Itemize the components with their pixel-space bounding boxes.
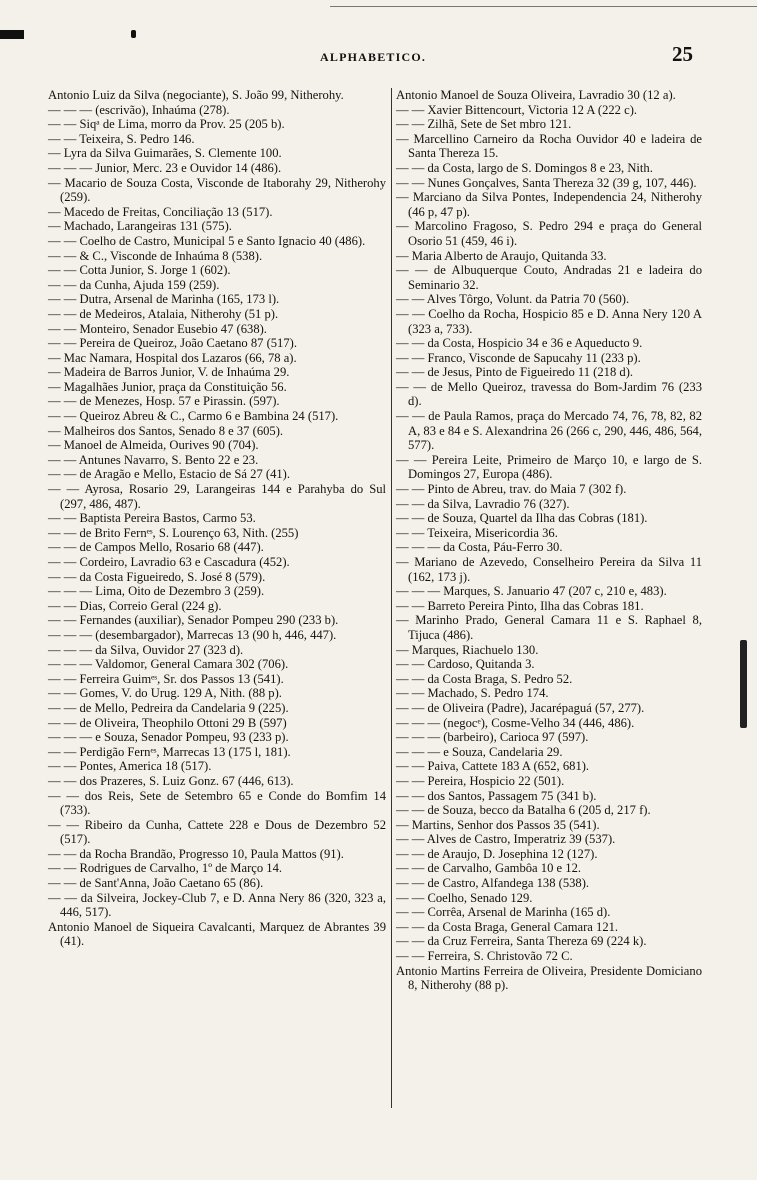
directory-entry: — — — da Costa, Páu-Ferro 30. xyxy=(396,540,563,555)
directory-entry: — — Dias, Correio Geral (224 g). xyxy=(48,598,222,613)
directory-entry: — — — Junior, Merc. 23 e Ouvidor 14 (486). xyxy=(48,160,282,175)
directory-entry: — — de Araujo, D. Josephina 12 (127). xyxy=(396,846,598,861)
directory-entry: — — da Silva, Lavradio 76 (327). xyxy=(396,496,570,511)
directory-entry: — — Pinto de Abreu, trav. do Maia 7 (302 f). xyxy=(396,482,627,497)
directory-entry: — — de Mello Queiroz, travessa do Bom-Jardim 76 (233 d). xyxy=(396,379,702,409)
directory-entry: Antonio Manoel de Souza Oliveira, Lavradio 30 (12 a). xyxy=(396,88,676,102)
directory-entry: — — Baptista Pereira Bastos, Carmo 53. xyxy=(48,511,256,526)
directory-entry: — — Xavier Bittencourt, Victoria 12 A (222 c). xyxy=(396,102,638,117)
directory-entry: — — — Marques, S. Januario 47 (207 c, 210 e, 483). xyxy=(396,584,667,599)
directory-entry: — — — (desembargador), Marrecas 13 (90 h, 446, 447). xyxy=(48,627,337,642)
directory-entry: — — Alves de Castro, Imperatriz 39 (537). xyxy=(396,832,616,847)
directory-entry: — Marques, Riachuelo 130. xyxy=(396,642,539,657)
directory-entry: — — Ferreira Guimᵉˢ, Sr. dos Passos 13 (541). xyxy=(48,671,284,686)
directory-entry: — — — Valdomor, General Camara 302 (706). xyxy=(48,657,289,672)
page-number: 25 xyxy=(672,42,693,66)
registration-dot xyxy=(131,30,136,38)
right-column xyxy=(396,88,702,993)
directory-entry: — — Ribeiro da Cunha, Cattete 228 e Dous de Dezembro 52 (517). xyxy=(48,817,386,847)
directory-entry: — — Zilhã, Sete de Set mbro 121. xyxy=(396,117,572,132)
directory-entry: — — Corrêa, Arsenal de Marinha (165 d). xyxy=(396,905,611,920)
directory-entry: — — Rodrigues de Carvalho, 1º de Março 14. xyxy=(48,861,283,876)
directory-entry: — — de Menezes, Hosp. 57 e Pirassin. (597). xyxy=(48,394,280,409)
directory-entry: — Mariano de Azevedo, Conselheiro Pereira da Silva 11 (162, 173 j). xyxy=(396,555,702,584)
directory-entry: — Lyra da Silva Guimarães, S. Clemente 100. xyxy=(48,146,282,161)
directory-entry: — — de Souza, Quartel da Ilha das Cobras (181). xyxy=(396,511,648,526)
directory-entry: Antonio Luiz da Silva (negociante), S. João 99, Nitherohy. xyxy=(48,88,344,102)
directory-entry: — — de Paula Ramos, praça do Mercado 74, 76, 78, 82, 82 A, 83 e 84 e S. Alexandrina 26 (266 c, 290, 446, 486, 564, 577). xyxy=(396,409,702,453)
directory-entry: — — Coelho, Senado 129. xyxy=(396,890,533,905)
directory-entry: — Manoel de Almeida, Ourives 90 (704). xyxy=(48,438,259,453)
directory-entry: — — de Albuquerque Couto, Andradas 21 e ladeira do Seminario 32. xyxy=(396,263,702,292)
directory-entry: — — Teixeira, S. Pedro 146. xyxy=(48,131,195,146)
directory-entry: — — de Jesus, Pinto de Figueiredo 11 (218 d). xyxy=(396,365,634,380)
directory-entry: — — — Lima, Oito de Dezembro 3 (259). xyxy=(48,584,265,599)
directory-entry: — — da Costa, largo de S. Domingos 8 e 23, Nith. xyxy=(396,160,653,175)
directory-entry: — — Monteiro, Senador Eusebio 47 (638). xyxy=(48,321,267,336)
directory-entry: — — Pereira, Hospicio 22 (501). xyxy=(396,773,565,788)
directory-entry: — — Siqᵃ de Lima, morro da Prov. 25 (205 b). xyxy=(48,117,285,132)
registration-mark xyxy=(0,30,24,39)
directory-entry: — — — (barbeiro), Carioca 97 (597). xyxy=(396,730,589,745)
directory-entry: — — Pereira Leite, Primeiro de Março 10, e largo de S. Domingos 27, Europa (486). xyxy=(396,452,702,482)
directory-entry: — — de Medeiros, Atalaia, Nitherohy (51 p). xyxy=(48,306,279,321)
directory-entry: — — da Costa, Hospicio 34 e 36 e Aqueducto 9. xyxy=(396,336,643,351)
directory-entry: — — da Costa Figueiredo, S. José 8 (579). xyxy=(48,569,266,584)
left-column xyxy=(48,88,386,949)
directory-entry: — — — da Silva, Ouvidor 27 (323 d). xyxy=(48,642,244,657)
directory-entry: — — da Cruz Ferreira, Santa Thereza 69 (224 k). xyxy=(396,934,647,949)
directory-entry: — — de Aragão e Mello, Estacio de Sá 27 (41). xyxy=(48,467,291,482)
directory-entry: — — Paiva, Cattete 183 A (652, 681). xyxy=(396,759,590,774)
directory-entry: — — Fernandes (auxiliar), Senador Pompeu 290 (233 b). xyxy=(48,613,339,628)
directory-entry: — — Perdigão Fernᵉˢ, Marrecas 13 (175 l, 181). xyxy=(48,744,291,759)
directory-entry: — — dos Santos, Passagem 75 (341 b). xyxy=(396,788,597,803)
directory-entry: — — Teixeira, Misericordia 36. xyxy=(396,525,558,540)
directory-entry: — — — (negocᵉ), Cosme-Velho 34 (446, 486). xyxy=(396,715,635,730)
directory-entry: — Maria Alberto de Araujo, Quitanda 33. xyxy=(396,248,607,263)
directory-entry: — — de Souza, becco da Batalha 6 (205 d, 217 f). xyxy=(396,803,651,818)
directory-entry: — — da Costa Braga, S. Pedro 52. xyxy=(396,671,573,686)
directory-entry: — Malheiros dos Santos, Senado 8 e 37 (605). xyxy=(48,423,284,438)
directory-entry: — — da Cunha, Ajuda 159 (259). xyxy=(48,277,220,292)
directory-entry: — — Cordeiro, Lavradio 63 e Cascadura (452). xyxy=(48,555,290,569)
directory-entry: — — de Brito Fernᵉˢ, S. Lourenço 63, Nith. (255) xyxy=(48,525,299,540)
directory-entry: — — da Rocha Brandão, Progresso 10, Paula Mattos (91). xyxy=(48,846,344,861)
directory-entry: — Marcolino Fragoso, S. Pedro 294 e praça do General Osorio 51 (459, 46 i). xyxy=(396,219,702,248)
directory-entry: — — Nunes Gonçalves, Santa Thereza 32 (39 g, 107, 446). xyxy=(396,175,697,190)
directory-entry: — Macedo de Freitas, Conciliação 13 (517). xyxy=(48,204,273,219)
directory-entry: — — & C., Visconde de Inhaúma 8 (538). xyxy=(48,248,263,263)
directory-entry: — Mac Namara, Hospital dos Lazaros (66, 78 a). xyxy=(48,350,297,365)
directory-entry: — — Pereira de Queiroz, João Caetano 87 (517). xyxy=(48,336,297,351)
top-edge-rule xyxy=(330,6,757,7)
directory-entry: — — Antunes Navarro, S. Bento 22 e 23. xyxy=(48,452,259,467)
directory-entry: — — Coelho da Rocha, Hospicio 85 e D. Anna Nery 120 A (323 a, 733). xyxy=(396,306,702,336)
directory-entry: — Marinho Prado, General Camara 11 e S. Raphael 8, Tijuca (486). xyxy=(396,613,702,642)
directory-entry: — — Coelho de Castro, Municipal 5 e Santo Ignacio 40 (486). xyxy=(48,233,366,248)
directory-entry: — — de Campos Mello, Rosario 68 (447). xyxy=(48,540,264,555)
directory-entry: — — Pontes, America 18 (517). xyxy=(48,759,212,774)
directory-entry: — — da Costa Braga, General Camara 121. xyxy=(396,919,619,934)
directory-entry: — Marcellino Carneiro da Rocha Ouvidor 40 e ladeira de Santa Thereza 15. xyxy=(396,131,702,161)
directory-entry: Antonio Martins Ferreira de Oliveira, Presidente Domiciano 8, Nitherohy (88 p). xyxy=(396,963,702,993)
directory-entry: — — Ferreira, S. Christovão 72 C. xyxy=(396,949,573,964)
directory-entry: — — Cotta Junior, S. Jorge 1 (602). xyxy=(48,263,231,278)
directory-entry: — — — e Souza, Candelaria 29. xyxy=(396,744,563,759)
directory-entry: — — Gomes, V. do Urug. 129 A, Nith. (88 p). xyxy=(48,686,282,701)
running-head: ALPHABETICO. xyxy=(320,50,427,64)
directory-entry: — Magalhães Junior, praça da Constituição 56. xyxy=(48,379,287,394)
directory-entry: — — de Mello, Pedreira da Candelaria 9 (225). xyxy=(48,700,289,715)
directory-entry: — — de Castro, Alfandega 138 (538). xyxy=(396,876,590,891)
directory-entry: — — — e Souza, Senador Pompeu, 93 (233 p). xyxy=(48,730,289,745)
directory-entry: — — Alves Tôrgo, Volunt. da Patria 70 (560). xyxy=(396,292,630,307)
directory-entry: — — Barreto Pereira Pinto, Ilha das Cobras 181. xyxy=(396,598,644,613)
directory-entry: Antonio Manoel de Siqueira Cavalcanti, Marquez de Abrantes 39 (41). xyxy=(48,919,386,949)
directory-entry: — — Ayrosa, Rosario 29, Larangeiras 144 e Parahyba do Sul (297, 486, 487). xyxy=(48,482,386,511)
directory-entry: — — de Sant'Anna, João Caetano 65 (86). xyxy=(48,876,264,891)
directory-entry: — — — (escrivão), Inhaúma (278). xyxy=(48,102,230,117)
directory-entry: — Macario de Souza Costa, Visconde de Itaborahy 29, Nitherohy (259). xyxy=(48,175,386,205)
directory-entry: — Martins, Senhor dos Passos 35 (541). xyxy=(396,817,600,832)
column-divider xyxy=(391,88,392,1108)
directory-entry: — — Machado, S. Pedro 174. xyxy=(396,686,549,701)
directory-entry: — — de Oliveira, Theophilo Ottoni 29 B (597) xyxy=(48,715,287,730)
directory-entry: — — dos Prazeres, S. Luiz Gonz. 67 (446, 613). xyxy=(48,773,294,788)
directory-entry: — — de Carvalho, Gambôa 10 e 12. xyxy=(396,861,582,876)
directory-entry: — — Cardoso, Quitanda 3. xyxy=(396,657,535,672)
directory-entry: — — Franco, Visconde de Sapucahy 11 (233 p). xyxy=(396,350,641,365)
directory-entry: — Madeira de Barros Junior, V. de Inhaúma 29. xyxy=(48,365,290,380)
directory-entry: — — da Silveira, Jockey-Club 7, e D. Anna Nery 86 (320, 323 a, 446, 517). xyxy=(48,890,386,920)
directory-entry: — — dos Reis, Sete de Setembro 65 e Conde do Bomfim 14 (733). xyxy=(48,788,386,818)
directory-entry: — Marciano da Silva Pontes, Independencia 24, Nitherohy (46 p, 47 p). xyxy=(396,190,702,219)
directory-entry: — — Dutra, Arsenal de Marinha (165, 173 l). xyxy=(48,292,280,307)
directory-entry: — Machado, Larangeiras 131 (575). xyxy=(48,219,232,234)
directory-entry: — — de Oliveira (Padre), Jacarépaguá (57, 277). xyxy=(396,700,645,715)
directory-entry: — — Queiroz Abreu & C., Carmo 6 e Bambina 24 (517). xyxy=(48,409,339,424)
binding-edge-mark xyxy=(740,640,747,728)
